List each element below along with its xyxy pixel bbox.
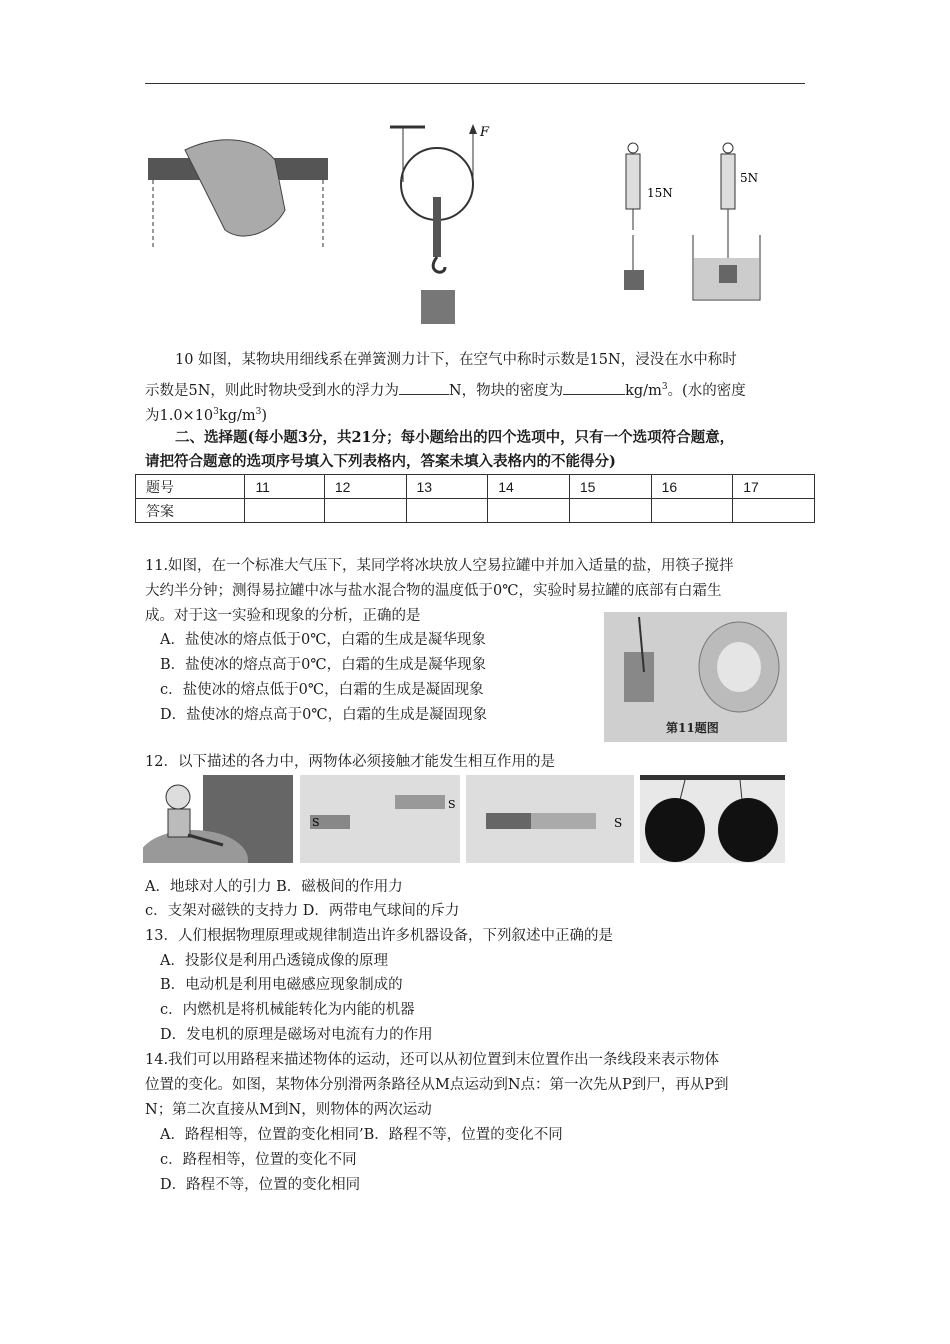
q10-line1: 10 如图，某物块用细线系在弹簧测力计下，在空气中称时示数是15N，浸没在水中称时 xyxy=(175,352,737,368)
q13-option-c: c．内燃机是将机械能转化为内能的机器 xyxy=(160,1002,415,1018)
figure-hand-rope xyxy=(145,130,330,330)
magnet-pole-label: S xyxy=(614,816,623,830)
reading-label: 15N xyxy=(647,186,673,200)
table-cell: 14 xyxy=(488,475,570,499)
q13-option-d: D．发电机的原理是磁场对电流有力的作用 xyxy=(160,1027,433,1043)
block xyxy=(624,270,644,290)
q11-line2: 大约半分钟；测得易拉罐中冰与盐水混合物的温度低于0℃，实验时易拉罐的底部有白霜生 xyxy=(145,583,722,599)
q14-option-c: c．路程相等，位置的变化不同 xyxy=(160,1152,357,1168)
q10-text-f: kg/m xyxy=(218,407,256,424)
answer-cell[interactable] xyxy=(488,499,570,523)
figure-q12-balloons xyxy=(640,775,785,863)
weight-block xyxy=(421,290,455,324)
table-cell: 16 xyxy=(651,475,733,499)
answer-cell[interactable] xyxy=(324,499,406,523)
fig11-caption: 第11题图 xyxy=(666,721,719,735)
q10-text-d: 。(水的密度 xyxy=(667,382,746,399)
table-cell: 答案 xyxy=(136,499,245,523)
q12-stem: 12．以下描述的各力中，两物体必须接触才能发生相互作用的是 xyxy=(145,754,555,770)
q10-text-c: kg/m xyxy=(625,382,662,399)
q10-text-e: 为1.0×10 xyxy=(145,407,214,424)
answer-cell[interactable] xyxy=(651,499,733,523)
magnet-pole-label: S xyxy=(312,816,320,829)
section2-line2: 请把符合题意的选项序号填入下列表格内，答案未填入表格内的不能得分) xyxy=(145,453,616,470)
q10-text-g: ) xyxy=(261,407,268,424)
table-row xyxy=(136,499,815,523)
q11-option-d: D．盐使冰的熔点高于0℃，白霜的生成是凝固现象 xyxy=(160,707,488,723)
q11-option-b: B．盐使冰的熔点高于0℃，白霜的生成是凝华现象 xyxy=(160,657,487,673)
q10-line3: 为$1.0\times 10^3kg/m^3$) xyxy=(145,407,268,424)
q10-text-b: N，物块的密度为 xyxy=(448,382,564,399)
density-blank[interactable] xyxy=(563,380,625,395)
table-cell: 12 xyxy=(324,475,406,499)
q11-option-c: c．盐使冰的熔点低于0℃，白霜的生成是凝固现象 xyxy=(160,682,484,698)
magnet-pole-label: S xyxy=(448,798,456,811)
figure-q12-magnets-1 xyxy=(300,775,460,863)
figure-q12-earth-person xyxy=(143,775,293,863)
q13-stem: 13．人们根据物理原理或规律制造出许多机器设备，下列叙述中正确的是 xyxy=(145,928,613,944)
header-rule xyxy=(145,83,805,84)
q14-option-d: D．路程不等，位置的变化相同 xyxy=(160,1177,361,1193)
q11-line1: 11.如图，在一个标准大气压下，某同学将冰块放人空易拉罐中并加入适量的盐，用筷子搅拌 xyxy=(145,558,734,574)
figure-pulley xyxy=(385,122,505,332)
answer-cell[interactable] xyxy=(245,499,324,523)
block xyxy=(719,265,737,283)
hand xyxy=(185,140,285,236)
table-row xyxy=(136,475,815,499)
q10-line2: 示数是5N，则此时物块受到水的浮力为 N，物块的密度为 $kg/m^3$。(水的密度 xyxy=(145,377,746,401)
figure-q12-magnets-2 xyxy=(466,775,634,863)
section2-line1: 二、选择题(每小题3分，共21分；每小题给出的四个选项中，只有一个选项符合题意， xyxy=(175,429,735,446)
q11-option-a: A．盐使冰的熔点低于0℃，白霜的生成是凝华现象 xyxy=(160,632,486,648)
q14-option-ab: A．路程相等，位置韵变化相同’B．路程不等，位置的变化不同 xyxy=(160,1127,563,1143)
spring-scale xyxy=(626,154,640,209)
q14-line1: 14.我们可以用路程来描述物体的运动，还可以从初位置到末位置作出一条线段来表示物体 xyxy=(145,1052,720,1068)
q13-option-b: B．电动机是利用电磁感应现象制成的 xyxy=(160,977,403,993)
figure-spring-scale-air xyxy=(600,140,690,300)
answer-cell[interactable] xyxy=(569,499,651,523)
table-cell: 13 xyxy=(406,475,488,499)
table-cell: 17 xyxy=(733,475,815,499)
q12-options-line2: c．支架对磁铁的支持力 D．两带电气球间的斥力 xyxy=(145,903,460,919)
answer-cell[interactable] xyxy=(733,499,815,523)
table-cell: 题号 xyxy=(136,475,245,499)
force-label: F xyxy=(480,125,490,140)
q10-text-a: 示数是5N，则此时物块受到水的浮力为 xyxy=(145,382,399,399)
table-cell: 15 xyxy=(569,475,651,499)
reading-label: 5N xyxy=(740,171,759,185)
q14-line2: 位置的变化。如图，某物体分别滑两条路径从M点运动到N点：第一次先从P到尸，再从P到 xyxy=(145,1077,729,1093)
buoyancy-blank[interactable] xyxy=(399,380,449,395)
figure-spring-scale-water xyxy=(688,140,768,305)
q11-line3: 成。对于这一实验和现象的分析，正确的是 xyxy=(145,608,421,624)
answer-cell[interactable] xyxy=(406,499,488,523)
q12-options-line1: A．地球对人的引力 B．磁极间的作用力 xyxy=(145,879,403,895)
answer-table xyxy=(135,474,815,523)
q14-line3: N；第二次直接从M到N，则物体的两次运动 xyxy=(145,1102,432,1118)
figure-q11-photo xyxy=(604,612,787,742)
table-cell: 11 xyxy=(245,475,324,499)
q13-option-a: A．投影仪是利用凸透镜成像的原理 xyxy=(160,953,388,969)
spring-scale xyxy=(721,154,735,209)
